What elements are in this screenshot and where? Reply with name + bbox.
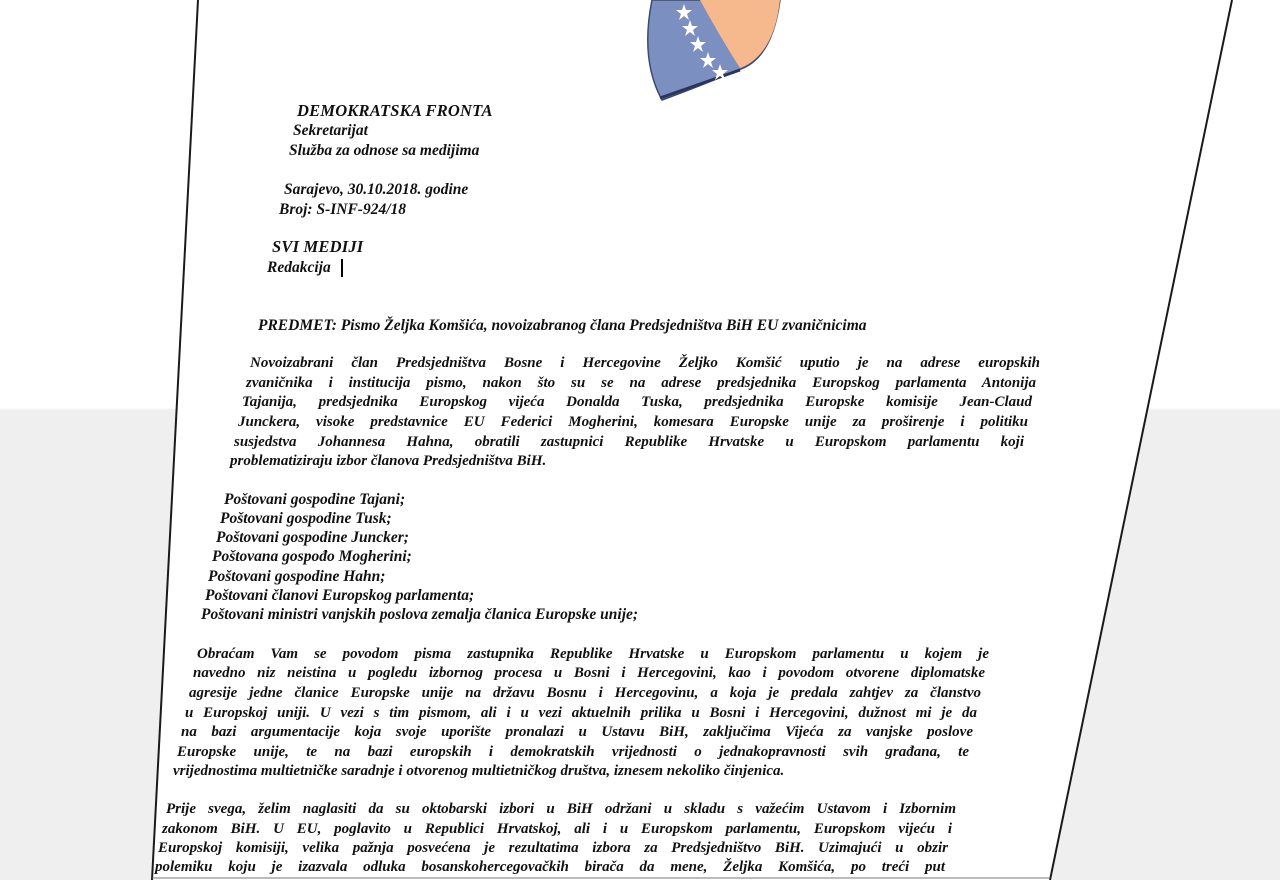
salutation-item: Poštovani gospodine Tusk; [220, 510, 392, 527]
body-paragraph-1-line: navedno niz neistina u pogledu izbornog procesa u Bosni i Hercegovini, kao i povodom otvorene diplomatske [193, 665, 985, 681]
body-paragraph-1-line: Europske unije, te na bazi europskih i demokratskih vrijednosti o jednakopravnosti svih građana, te [177, 744, 969, 760]
salutation-item: Poštovani gospodine Tajani; [224, 491, 406, 508]
body-paragraph-2-line: Prije svega, želim naglasiti da su oktobarski izbori u BiH održani u skladu s važećim Ustavom i Izbornim [166, 801, 956, 817]
intro-line: susjedstva Johannesa Hahna, obratili zastupnici Republike Hrvatske u Europskom parlamentu koji [234, 434, 1024, 450]
intro-line: zvaničnika i institucija pismo, nakon što su se na adrese predsjednika Europskog parlamenta Antonija [246, 375, 1036, 391]
body-paragraph-2-line: polemiku koju je izazvala odluka bosanskohercegovačkih birača da mene, Željka Komšića, po treći put [155, 859, 945, 875]
salutation-item: Poštovani gospodine Hahn; [208, 568, 386, 585]
organization-name: DEMOKRATSKA FRONTA [297, 101, 493, 120]
body-paragraph-2-line: zakonom BiH. U EU, poglavito u Republici Hrvatskoj, ali i u Europskom parlamentu, Europskom vijeću i [162, 821, 952, 837]
intro-line: Tajanija, predsjednika Europskog vijeća Donalda Tuska, predsjednika Europske komisije Jean-Claud [242, 394, 1032, 410]
subject-line: PREDMET: Pismo Željka Komšića, novoizabranog člana Predsjedništva BiH EU zvaničnicima [258, 317, 867, 334]
body-paragraph-2-line: Europskoj komisiji, velika pažnja posvećena je rezultatima izbora za Predsjedništvo BiH. Uzimajući u obzir [158, 840, 948, 856]
recipient-title: SVI MEDIJI [272, 237, 364, 256]
recipient-subtitle: Redakcija [267, 259, 331, 276]
body-paragraph-1-line: na bazi argumentacije koja svoje uporište pronalazi u Ustavu BiH, zaključima Vijeća za vanjske poslove [181, 724, 973, 740]
text-cursor [341, 259, 343, 277]
department-name: Sekretarijat [293, 122, 368, 139]
reference-number: Broj: S-INF-924/18 [279, 201, 407, 218]
body-paragraph-1-line: vrijednostima multietničke saradnje i otvorenog multietničkog društva, iznesem nekoliko činjenica. [173, 763, 785, 779]
office-name: Služba za odnose sa medijima [289, 142, 480, 159]
body-paragraph-1-line: agresije jedne članice Europske unije na državu Bosnu i Hercegovinu, a koja je predala zahtjev za članstvo [189, 685, 981, 701]
intro-line: problematiziraju izbor članova Predsjedništva BiH. [230, 453, 547, 469]
salutation-item: Poštovana gospođo Mogherini; [212, 548, 412, 565]
body-paragraph-1-line: u Europskoj uniji. U vezi s tim pismom, ali i u vezi aktuelnih prilika u Bosni i Hercegovini, dužnost mi je da [185, 705, 977, 721]
intro-line: Novoizabrani član Predsjedništva Bosne i Hercegovine Željko Komšić uputio je na adrese europskih [250, 355, 1040, 371]
intro-line: Junckera, visoke predstavnice EU Federici Mogherini, komesara Europske unije za proširenje i politiku [238, 414, 1028, 430]
salutation-item: Poštovani članovi Europskog parlamenta; [205, 587, 475, 604]
salutation-item: Poštovani gospodine Juncker; [216, 529, 409, 546]
salutation-item: Poštovani ministri vanjskih poslova zemalja članica Europske unije; [201, 606, 639, 623]
place-date: Sarajevo, 30.10.2018. godine [284, 181, 469, 198]
body-paragraph-1-line: Obraćam Vam se povodom pisma zastupnika Republike Hrvatske u Europskom parlamentu u kojem je [197, 646, 989, 662]
